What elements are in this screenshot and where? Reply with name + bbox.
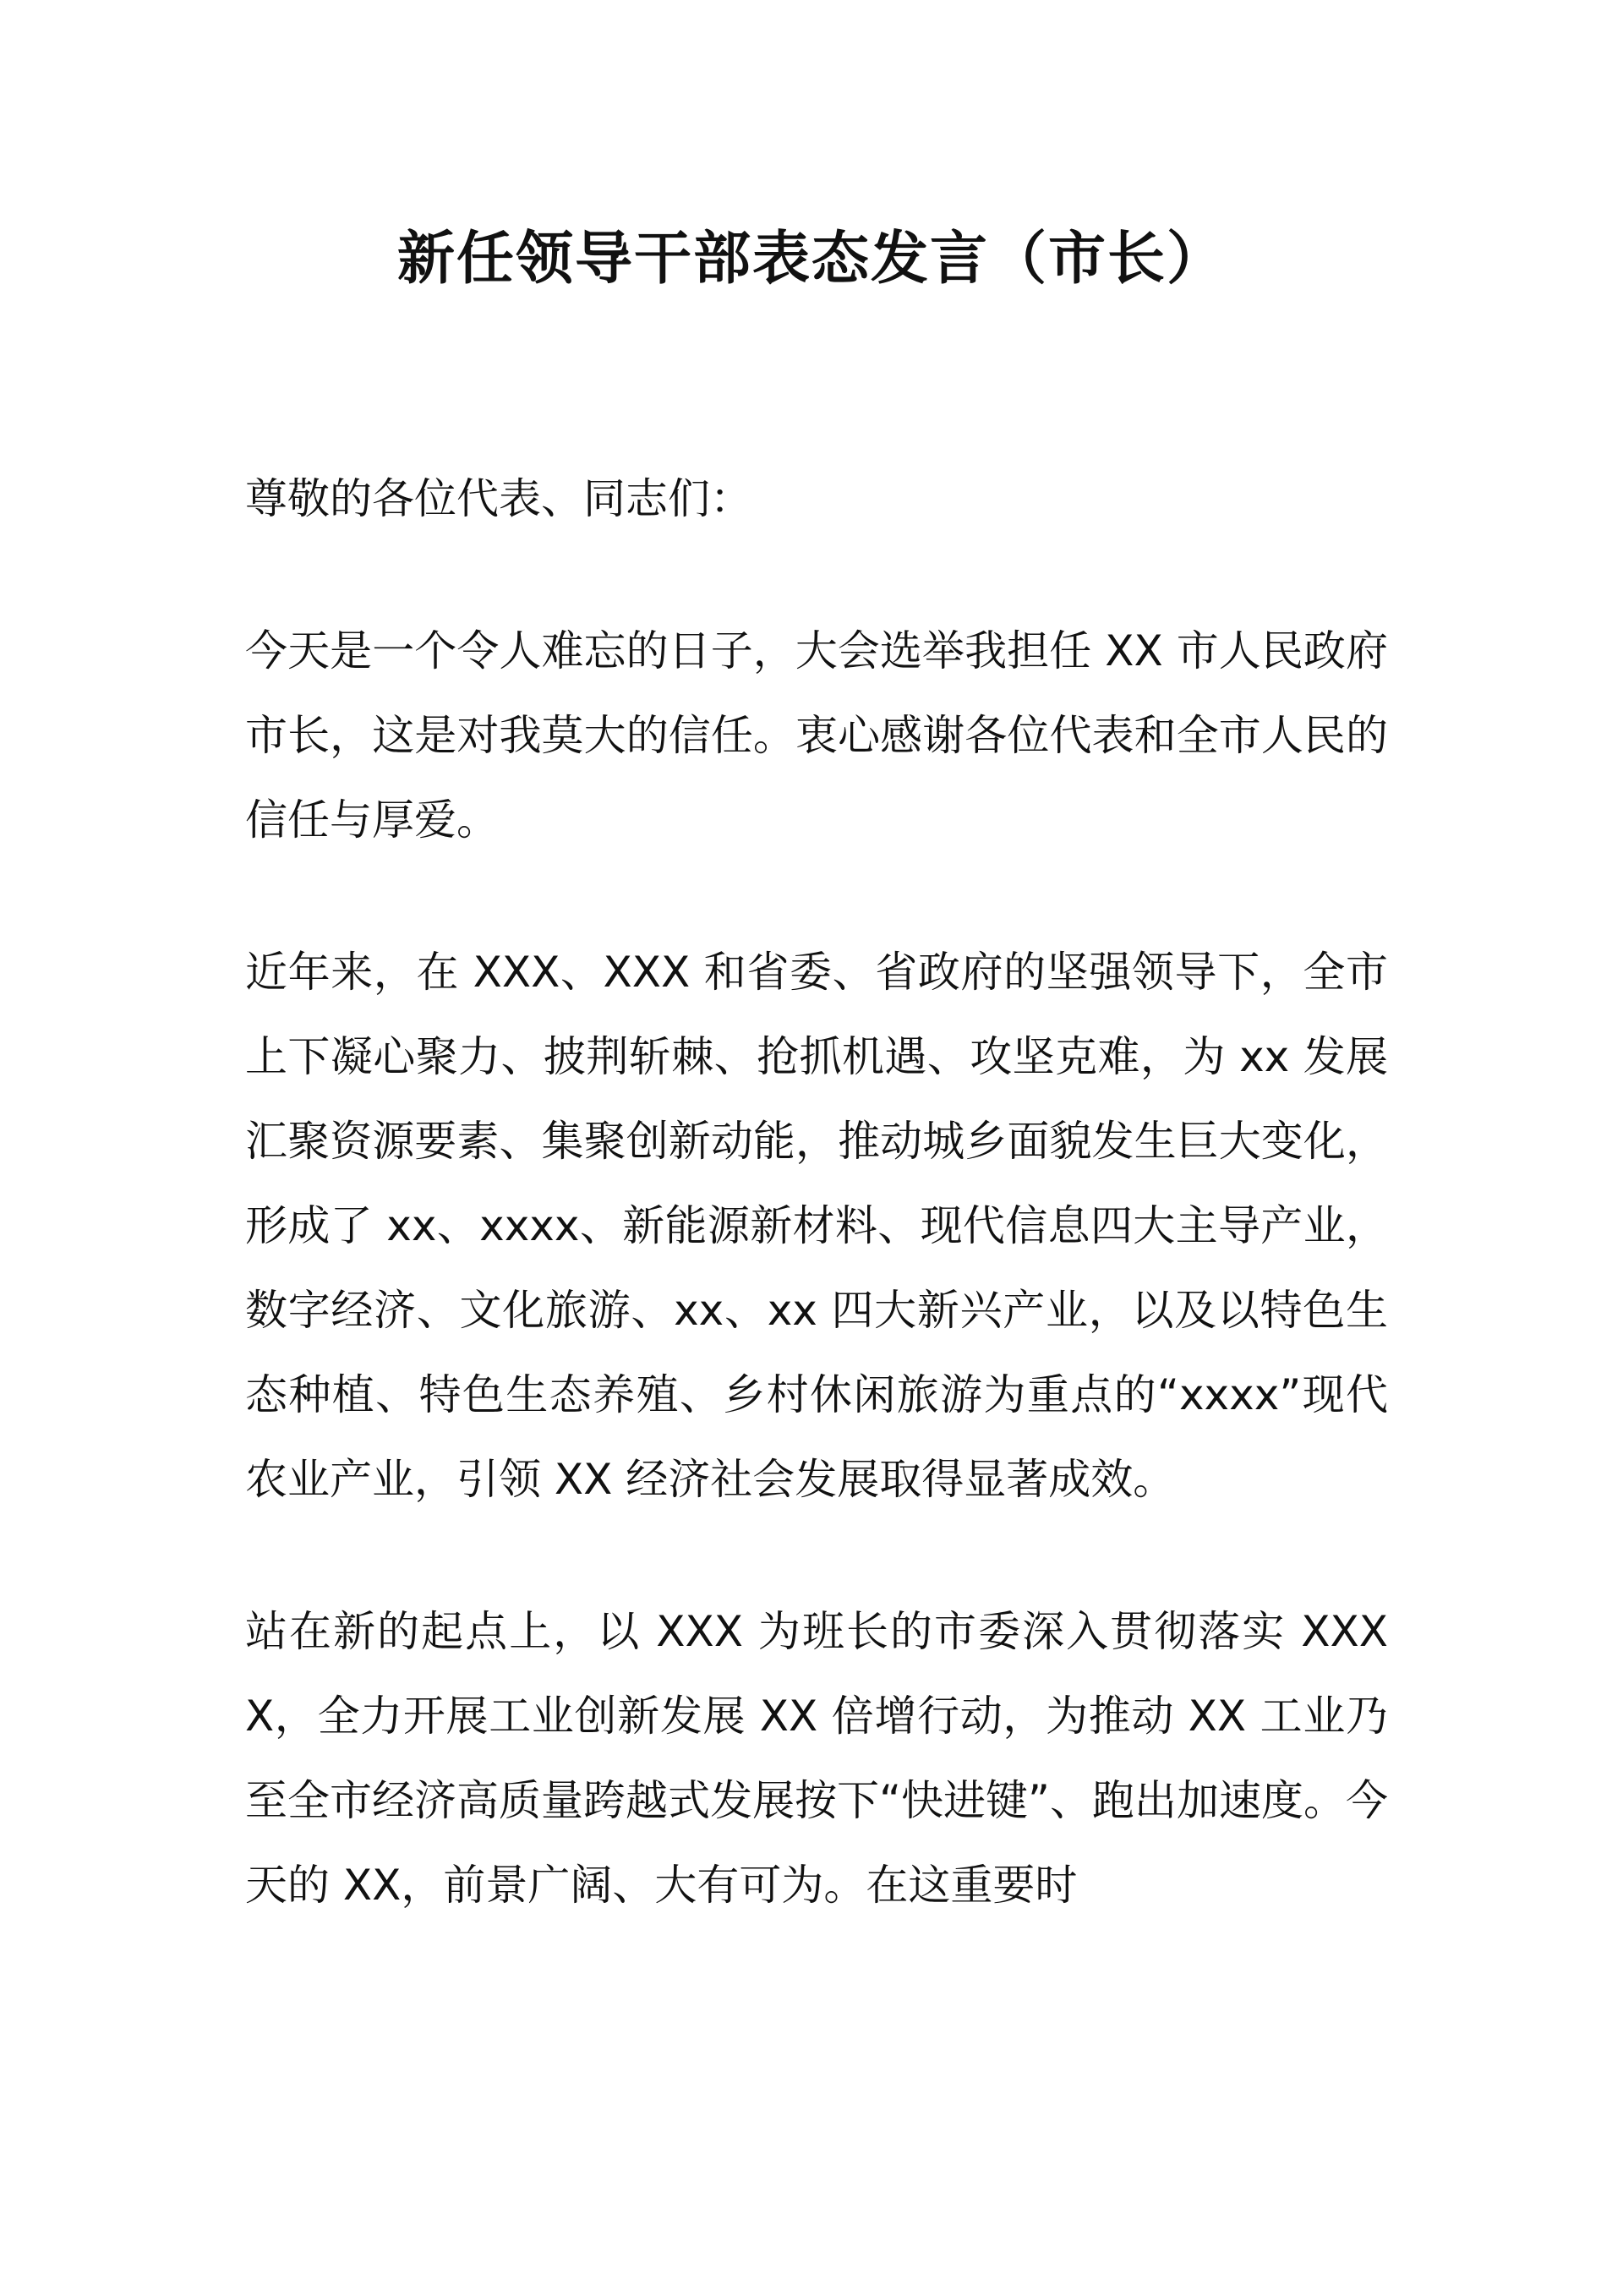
document-title: 新任领导干部表态发言（市长） <box>396 226 1226 292</box>
paragraph-3: 站在新的起点上，以 XXX 为班长的市委深入贯彻落实 XXXX，全力开展工业创新发展 XX 倍增行动，为推动 XX 工业乃至全市经济高质量跨越式发展按下“快进键”、跑出加速度。今天的 XX，前景广阔、大有可为。在这重要时 <box>245 1607 1388 1910</box>
paragraph-1: 今天是一个令人难忘的日子，大会选举我担任 XX 市人民政府市长，这是对我莫大的信任。衷心感谢各位代表和全市人民的信任与厚爱。 <box>245 626 1388 845</box>
paragraph-2: 近年来，在 XXX、XXX 和省委、省政府的坚强领导下，全市上下凝心聚力、披荆斩棘、抢抓机遇、攻坚克难，为 xx 发展汇聚资源要素、集聚创新动能，推动城乡面貌发生巨大变化，形成了 xx、xxxx、新能源新材料、现代信息四大主导产业，数字经济、文化旅游、xx、xx 四大新兴产业，以及以特色生态种植、特色生态养殖、乡村休闲旅游为重点的“xxxx”现代农业产业，引领 XX 经济社会发展取得显著成效。 <box>245 948 1388 1504</box>
salutation: 尊敬的各位代表、同志们： <box>245 474 752 523</box>
document-body <box>245 456 1388 1995</box>
